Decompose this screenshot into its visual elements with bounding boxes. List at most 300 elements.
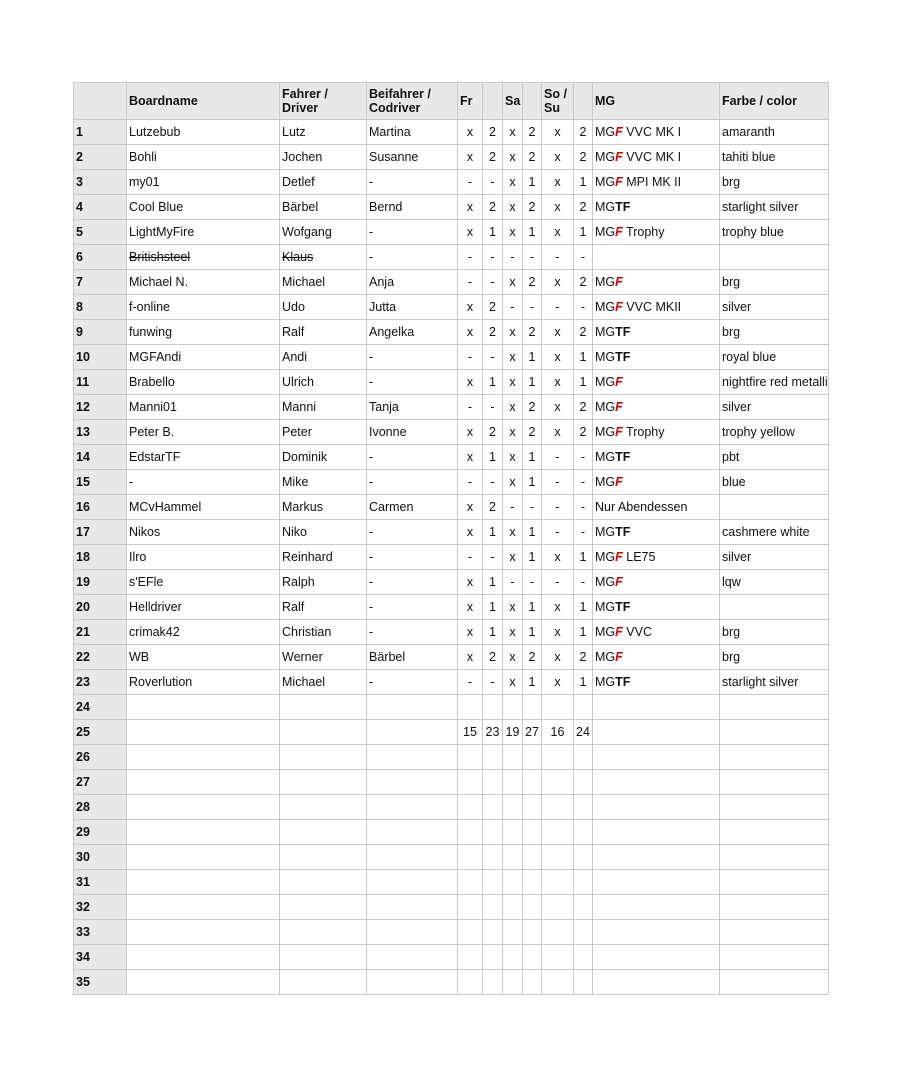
driver-cell: Peter: [280, 420, 367, 445]
mg-cell: [593, 645, 720, 670]
so-count-cell: 1: [574, 220, 593, 245]
mg-prefix: MG: [595, 300, 616, 314]
codriver-cell: -: [367, 570, 458, 595]
color-cell: [720, 870, 829, 895]
fr-cell: x: [458, 445, 483, 470]
so-cell: x: [542, 145, 574, 170]
color-cell: brg: [720, 270, 829, 295]
fr-cell: [458, 795, 483, 820]
codriver-cell: [367, 870, 458, 895]
mg-cell: [593, 420, 720, 445]
row-number: 4: [74, 195, 127, 220]
sa-cell: x: [503, 195, 523, 220]
mg-prefix: MG: [595, 375, 616, 389]
sa-cell: [503, 870, 523, 895]
so-count-cell: 1: [574, 345, 593, 370]
color-header: Farbe / color: [720, 83, 829, 120]
table-row: [74, 245, 829, 270]
sa-count-cell: [523, 920, 542, 945]
boardname-cell: crimak42: [127, 620, 280, 645]
so-count-cell: 2: [574, 420, 593, 445]
codriver-cell: [367, 970, 458, 995]
mg-cell: [593, 845, 720, 870]
row-number: 15: [74, 470, 127, 495]
so-count-cell: [574, 870, 593, 895]
mg-prefix: MG: [595, 550, 616, 564]
so-cell: [542, 745, 574, 770]
row-number: 13: [74, 420, 127, 445]
boardname-cell: [127, 745, 280, 770]
mg-model-suffix: TF: [615, 600, 631, 614]
boardname-cell: MCvHammel: [127, 495, 280, 520]
codriver-cell: Bernd: [367, 195, 458, 220]
codriver-cell: -: [367, 620, 458, 645]
mg-model-suffix: TF: [615, 675, 631, 689]
row-number: 1: [74, 120, 127, 145]
fr-cell: -: [458, 345, 483, 370]
row-number: 20: [74, 595, 127, 620]
so-count-header: [574, 83, 593, 120]
table-row: [74, 545, 829, 570]
sa-cell: x: [503, 270, 523, 295]
so-cell: x: [542, 595, 574, 620]
sa-cell: x: [503, 320, 523, 345]
so-count-cell: [574, 845, 593, 870]
sa-count-cell: [523, 895, 542, 920]
fr-cell: x: [458, 420, 483, 445]
mg-prefix: MG: [595, 525, 616, 539]
so-count-cell: -: [574, 520, 593, 545]
fr-cell: x: [458, 195, 483, 220]
fr-count-cell: [483, 920, 503, 945]
header-row: [74, 83, 829, 120]
fr-count-cell: 1: [483, 445, 503, 470]
driver-cell: Werner: [280, 645, 367, 670]
sa-count-cell: [523, 745, 542, 770]
boardname-cell: EdstarTF: [127, 445, 280, 470]
fr-cell: [458, 845, 483, 870]
mg-model-suffix: F: [615, 225, 623, 239]
driver-cell: Wofgang: [280, 220, 367, 245]
row-number: 6: [74, 245, 127, 270]
so-count-cell: [574, 770, 593, 795]
mg-cell: [593, 470, 720, 495]
table-row: [74, 345, 829, 370]
boardname-cell: -: [127, 470, 280, 495]
so-cell: [542, 695, 574, 720]
sa-count-cell: 1: [523, 445, 542, 470]
so-cell: [542, 945, 574, 970]
mg-cell: [593, 570, 720, 595]
row-number: 18: [74, 545, 127, 570]
so-cell: [542, 870, 574, 895]
codriver-cell: -: [367, 345, 458, 370]
sa-count-cell: [523, 845, 542, 870]
mg-cell: [593, 245, 720, 270]
fr-cell: -: [458, 270, 483, 295]
codriver-cell: -: [367, 245, 458, 270]
boardname-cell: Brabello: [127, 370, 280, 395]
boardname-cell: [127, 795, 280, 820]
sa-count-cell: 2: [523, 420, 542, 445]
mg-cell: Nur Abendessen: [593, 495, 720, 520]
sa-count-cell: 1: [523, 370, 542, 395]
fr-count-cell: [483, 695, 503, 720]
driver-cell: [280, 945, 367, 970]
fr-cell: x: [458, 145, 483, 170]
so-cell: x: [542, 120, 574, 145]
boardname-cell: Ilro: [127, 545, 280, 570]
mg-cell: [593, 745, 720, 770]
so-count-cell: -: [574, 295, 593, 320]
sa-count-cell: 1: [523, 670, 542, 695]
table-row: [74, 970, 829, 995]
so-cell: x: [542, 270, 574, 295]
sa-cell: [503, 945, 523, 970]
codriver-cell: -: [367, 445, 458, 470]
sa-count-cell: [523, 870, 542, 895]
mg-cell: [593, 220, 720, 245]
mg-cell: [593, 295, 720, 320]
so-count-cell: [574, 745, 593, 770]
table-row: [74, 320, 829, 345]
mg-prefix: MG: [595, 625, 616, 639]
mg-cell: [593, 145, 720, 170]
so-cell: 16: [542, 720, 574, 745]
boardname-cell: Britishsteel: [127, 245, 280, 270]
sa-cell: [503, 895, 523, 920]
sa-cell: [503, 795, 523, 820]
codriver-cell: [367, 895, 458, 920]
boardname-cell: [127, 870, 280, 895]
mg-model-suffix: TF: [615, 450, 631, 464]
sa-cell: x: [503, 470, 523, 495]
sa-count-cell: 27: [523, 720, 542, 745]
sa-cell: x: [503, 395, 523, 420]
table-row: [74, 670, 829, 695]
mg-model-suffix: F: [615, 475, 623, 489]
boardname-cell: [127, 920, 280, 945]
so-count-cell: [574, 970, 593, 995]
mg-cell: [593, 945, 720, 970]
fr-count-cell: 2: [483, 495, 503, 520]
mg-cell: [593, 320, 720, 345]
driver-cell: Detlef: [280, 170, 367, 195]
sa-count-cell: [523, 795, 542, 820]
table-row: [74, 570, 829, 595]
mg-prefix: MG: [595, 650, 616, 664]
table-row: [74, 170, 829, 195]
fr-cell: -: [458, 545, 483, 570]
fr-count-cell: [483, 845, 503, 870]
mg-cell: [593, 770, 720, 795]
fr-cell: x: [458, 320, 483, 345]
row-number: 28: [74, 795, 127, 820]
driver-cell: Niko: [280, 520, 367, 545]
driver-cell: [280, 845, 367, 870]
mg-model-variant: VVC MKII: [626, 300, 682, 314]
boardname-cell: WB: [127, 645, 280, 670]
codriver-cell: -: [367, 545, 458, 570]
so-cell: [542, 920, 574, 945]
boardname-cell: Cool Blue: [127, 195, 280, 220]
codriver-cell: [367, 720, 458, 745]
so-cell: x: [542, 620, 574, 645]
mg-cell: [593, 620, 720, 645]
fr-count-cell: -: [483, 395, 503, 420]
so-cell: x: [542, 370, 574, 395]
driver-cell: [280, 745, 367, 770]
color-cell: [720, 495, 829, 520]
sa-count-cell: -: [523, 495, 542, 520]
sa-count-cell: 1: [523, 170, 542, 195]
color-cell: trophy blue: [720, 220, 829, 245]
mg-prefix: MG: [595, 475, 616, 489]
mg-cell: [593, 595, 720, 620]
sa-cell: -: [503, 495, 523, 520]
codriver-cell: [367, 795, 458, 820]
fr-cell: [458, 745, 483, 770]
mg-model-variant: Trophy: [626, 425, 665, 439]
so-count-cell: 1: [574, 620, 593, 645]
fr-count-cell: -: [483, 245, 503, 270]
codriver-cell: [367, 820, 458, 845]
mg-cell: [593, 795, 720, 820]
table-row: [74, 845, 829, 870]
boardname-cell: Helldriver: [127, 595, 280, 620]
fr-count-cell: 1: [483, 595, 503, 620]
fr-cell: x: [458, 370, 483, 395]
driver-cell: [280, 920, 367, 945]
fr-count-cell: 23: [483, 720, 503, 745]
mg-cell: [593, 520, 720, 545]
mg-model-suffix: TF: [615, 350, 631, 364]
sa-cell: [503, 695, 523, 720]
sa-count-cell: [523, 945, 542, 970]
codriver-cell: Martina: [367, 120, 458, 145]
driver-cell: Klaus: [280, 245, 367, 270]
table-row: [74, 695, 829, 720]
mg-model-suffix: F: [615, 650, 623, 664]
row-number: 3: [74, 170, 127, 195]
codriver-cell: Jutta: [367, 295, 458, 320]
codriver-cell: -: [367, 170, 458, 195]
row-number: 9: [74, 320, 127, 345]
codriver-cell: -: [367, 370, 458, 395]
fr-cell: x: [458, 620, 483, 645]
driver-cell: Ralf: [280, 595, 367, 620]
so-count-cell: 24: [574, 720, 593, 745]
mg-prefix: MG: [595, 175, 616, 189]
color-cell: silver: [720, 395, 829, 420]
codriver-cell: Ivonne: [367, 420, 458, 445]
codriver-cell: -: [367, 220, 458, 245]
color-cell: [720, 945, 829, 970]
so-count-cell: 1: [574, 670, 593, 695]
color-cell: cashmere white: [720, 520, 829, 545]
color-cell: [720, 845, 829, 870]
mg-model-variant: LE75: [626, 550, 656, 564]
so-count-cell: 2: [574, 270, 593, 295]
codriver-cell: -: [367, 670, 458, 695]
row-number: 11: [74, 370, 127, 395]
sa-count-cell: 1: [523, 595, 542, 620]
row-number-header: [74, 83, 127, 120]
color-cell: starlight silver: [720, 195, 829, 220]
mg-model-suffix: TF: [615, 525, 631, 539]
boardname-cell: Roverlution: [127, 670, 280, 695]
mg-model-suffix: F: [615, 575, 623, 589]
table-row: [74, 895, 829, 920]
row-number: 2: [74, 145, 127, 170]
so-count-cell: [574, 795, 593, 820]
table-row: [74, 745, 829, 770]
driver-cell: Jochen: [280, 145, 367, 170]
color-cell: [720, 745, 829, 770]
mg-prefix: MG: [595, 200, 616, 214]
table-row: [74, 395, 829, 420]
table-row: [74, 195, 829, 220]
sa-count-cell: 1: [523, 220, 542, 245]
mg-model-variant: MPI MK II: [626, 175, 682, 189]
fr-count-cell: -: [483, 670, 503, 695]
codriver-cell: [367, 920, 458, 945]
codriver-cell: [367, 695, 458, 720]
mg-cell: [593, 720, 720, 745]
so-header: So / Su: [542, 83, 574, 120]
driver-cell: [280, 795, 367, 820]
fr-count-cell: [483, 870, 503, 895]
mg-cell: [593, 895, 720, 920]
so-count-cell: 2: [574, 120, 593, 145]
driver-cell: [280, 720, 367, 745]
fr-count-cell: 1: [483, 220, 503, 245]
so-cell: -: [542, 295, 574, 320]
fr-cell: -: [458, 245, 483, 270]
sa-cell: [503, 845, 523, 870]
color-cell: [720, 895, 829, 920]
table-row: [74, 495, 829, 520]
table-row: [74, 370, 829, 395]
fr-count-cell: 2: [483, 295, 503, 320]
color-cell: silver: [720, 545, 829, 570]
fr-cell: x: [458, 570, 483, 595]
mg-cell: [593, 920, 720, 945]
so-count-cell: [574, 895, 593, 920]
so-cell: -: [542, 245, 574, 270]
mg-header: MG: [593, 83, 720, 120]
sa-cell: x: [503, 670, 523, 695]
so-count-cell: 2: [574, 145, 593, 170]
table-row: [74, 870, 829, 895]
row-number: 14: [74, 445, 127, 470]
color-cell: trophy yellow: [720, 420, 829, 445]
boardname-cell: Manni01: [127, 395, 280, 420]
sa-cell: x: [503, 520, 523, 545]
codriver-cell: Tanja: [367, 395, 458, 420]
boardname-cell: [127, 970, 280, 995]
row-number: 24: [74, 695, 127, 720]
row-number: 19: [74, 570, 127, 595]
so-count-cell: -: [574, 445, 593, 470]
fr-count-cell: 1: [483, 370, 503, 395]
so-cell: x: [542, 320, 574, 345]
mg-prefix: MG: [595, 575, 616, 589]
driver-cell: [280, 970, 367, 995]
color-cell: [720, 920, 829, 945]
sa-cell: [503, 770, 523, 795]
fr-cell: [458, 770, 483, 795]
color-cell: amaranth: [720, 120, 829, 145]
sa-cell: x: [503, 170, 523, 195]
row-number: 27: [74, 770, 127, 795]
fr-cell: 15: [458, 720, 483, 745]
so-cell: -: [542, 470, 574, 495]
fr-count-cell: -: [483, 345, 503, 370]
driver-cell: Ralf: [280, 320, 367, 345]
so-cell: [542, 845, 574, 870]
table-row: [74, 620, 829, 645]
row-number: 30: [74, 845, 127, 870]
driver-cell: Reinhard: [280, 545, 367, 570]
codriver-cell: Susanne: [367, 145, 458, 170]
sa-cell: x: [503, 370, 523, 395]
so-cell: x: [542, 545, 574, 570]
table-row: [74, 795, 829, 820]
mg-prefix: MG: [595, 675, 616, 689]
mg-model-variant: VVC: [626, 625, 652, 639]
fr-count-cell: -: [483, 470, 503, 495]
row-number: 21: [74, 620, 127, 645]
boardname-cell: [127, 695, 280, 720]
mg-cell: [593, 170, 720, 195]
sa-count-cell: [523, 770, 542, 795]
fr-count-cell: 2: [483, 120, 503, 145]
fr-cell: [458, 945, 483, 970]
color-cell: silver: [720, 295, 829, 320]
sa-cell: x: [503, 220, 523, 245]
row-number: 32: [74, 895, 127, 920]
driver-cell: Michael: [280, 670, 367, 695]
fr-cell: [458, 695, 483, 720]
mg-prefix: MG: [595, 125, 616, 139]
color-cell: royal blue: [720, 345, 829, 370]
mg-model-suffix: F: [615, 425, 623, 439]
fr-cell: x: [458, 595, 483, 620]
mg-model-suffix: F: [615, 275, 623, 289]
sa-cell: x: [503, 620, 523, 645]
so-count-cell: 2: [574, 395, 593, 420]
boardname-cell: s'EFle: [127, 570, 280, 595]
codriver-header: Beifahrer / Codriver: [367, 83, 458, 120]
boardname-cell: [127, 820, 280, 845]
sa-cell: x: [503, 545, 523, 570]
so-cell: x: [542, 645, 574, 670]
row-number: 22: [74, 645, 127, 670]
mg-cell: [593, 970, 720, 995]
sa-cell: x: [503, 420, 523, 445]
so-cell: x: [542, 420, 574, 445]
table-row: [74, 470, 829, 495]
so-cell: [542, 795, 574, 820]
boardname-cell: [127, 845, 280, 870]
fr-cell: [458, 970, 483, 995]
row-number: 8: [74, 295, 127, 320]
fr-cell: x: [458, 120, 483, 145]
color-cell: brg: [720, 645, 829, 670]
fr-count-cell: [483, 795, 503, 820]
fr-cell: [458, 920, 483, 945]
